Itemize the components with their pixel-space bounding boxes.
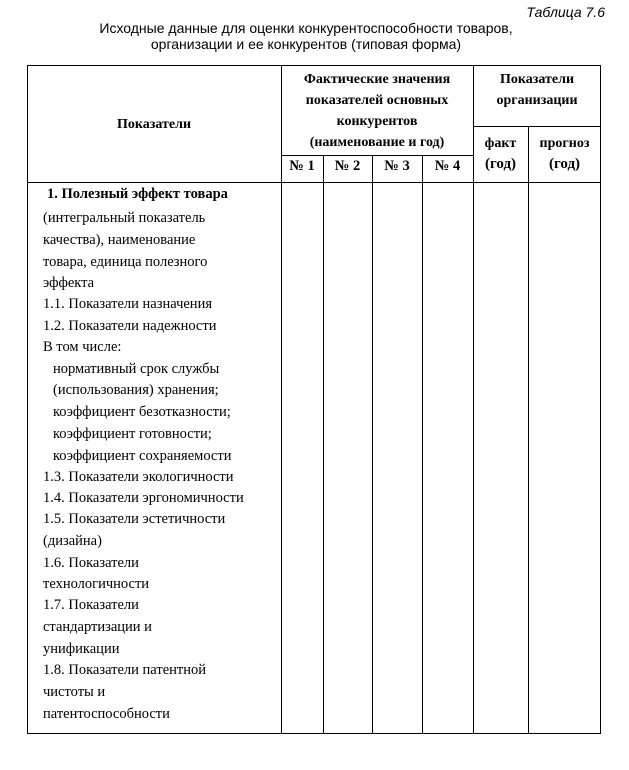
list-item: 1.8. Показатели патентной xyxy=(43,662,206,678)
col-divider-c3 xyxy=(422,155,423,734)
list-item: коэффициент готовности; xyxy=(53,426,212,442)
list-item: (дизайна) xyxy=(43,533,102,549)
row-section-1-title: 1. Полезный эффект товара xyxy=(47,186,228,202)
header-organization-line-2: организации xyxy=(496,93,578,108)
header-forecast-line-2: (год) xyxy=(548,156,581,172)
list-item: эффекта xyxy=(43,275,95,291)
list-item: коэффициент сохраняемости xyxy=(53,448,232,464)
list-item: технологичности xyxy=(43,576,150,592)
list-item: патентоспособности xyxy=(43,706,170,722)
header-forecast-line-1: прогноз xyxy=(539,136,590,151)
header-fact-line-1: факт xyxy=(484,136,517,151)
list-item: (использования) хранения; xyxy=(53,382,219,398)
header-competitors-line-2: показателей основных xyxy=(305,93,449,108)
list-item: (интегральный показатель xyxy=(43,210,206,226)
row-divider-organization xyxy=(473,126,601,127)
header-competitor-2: № 2 xyxy=(334,158,361,174)
header-competitor-1: № 1 xyxy=(289,158,315,174)
list-item: 1.4. Показатели эргономичности xyxy=(43,490,244,506)
list-item: 1.5. Показатели эстетичности xyxy=(43,511,226,527)
header-competitors xyxy=(281,69,473,153)
col-divider-fact xyxy=(528,126,529,734)
header-competitor-3: № 3 xyxy=(384,158,410,174)
list-item: качества), наименование xyxy=(43,232,196,248)
list-item: 1.6. Показатели xyxy=(43,555,139,571)
header-competitors-line-4: (наименование и год) xyxy=(309,135,445,150)
list-item: 1.3. Показатели экологичности xyxy=(43,469,234,485)
header-competitors-line-3: конкурентов xyxy=(336,114,418,129)
header-organization xyxy=(473,69,601,111)
list-item: унификации xyxy=(43,641,120,657)
list-item: нормативный срок службы xyxy=(53,361,220,377)
table-title-line-2: организации и ее конкурентов (типовая форма) xyxy=(150,36,462,52)
list-item: стандартизации и xyxy=(43,619,152,635)
list-item: чистоты и xyxy=(43,684,106,700)
header-competitor-4: № 4 xyxy=(434,158,461,174)
col-divider-c2 xyxy=(372,155,373,734)
list-item: 1.1. Показатели назначения xyxy=(43,296,212,312)
list-item: товара, единица полезного xyxy=(43,254,208,270)
header-forecast xyxy=(528,134,601,174)
col-divider-c1 xyxy=(323,155,324,734)
header-fact-line-2: (год) xyxy=(484,156,517,172)
header-organization-line-1: Показатели xyxy=(499,72,575,87)
list-item: В том числе: xyxy=(43,339,122,355)
header-competitors-line-1: Фактические значения xyxy=(303,72,451,87)
table-title-line-1: Исходные данные для оценки конкурентоспособности товаров, xyxy=(99,20,513,36)
header-fact xyxy=(473,134,528,174)
list-item: 1.2. Показатели надежности xyxy=(43,318,217,334)
list-item: коэффициент безотказности; xyxy=(53,404,231,420)
header-bottom-line xyxy=(27,182,601,183)
row-divider-competitors xyxy=(281,155,473,156)
table-number-label: Таблица 7.6 xyxy=(526,4,605,20)
list-item: 1.7. Показатели xyxy=(43,597,139,613)
header-indicators: Показатели xyxy=(116,117,192,132)
